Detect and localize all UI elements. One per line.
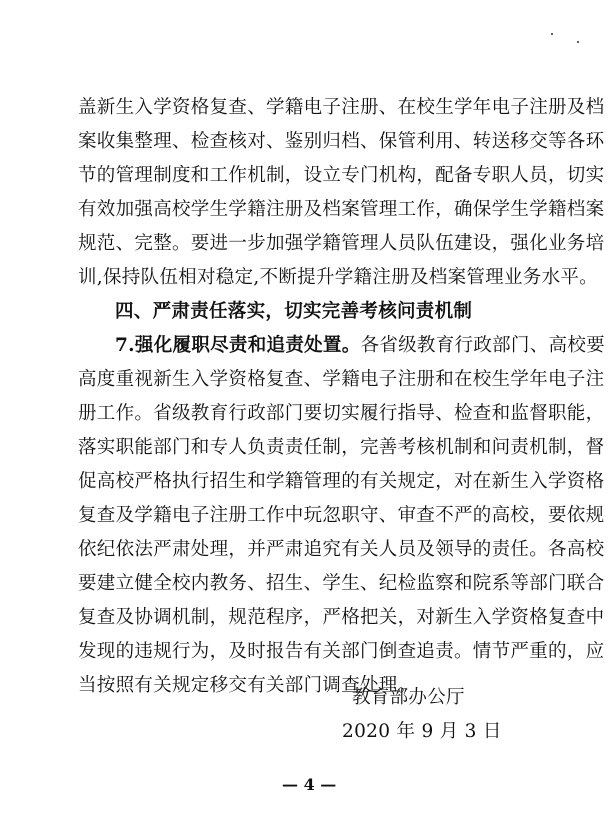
issuer-name: 教育部办公厅 [352, 687, 465, 708]
body-line: 复查及学籍电子注册工作中玩忽职守、审查不严的高校，要依规 [78, 505, 605, 526]
page-number: — 4 — [282, 775, 337, 794]
section-heading: 四、严肃责任落实，切实完善考核问责机制 [115, 301, 473, 322]
item-7-title: 7.强化履职尽责和追责处置。 [115, 335, 361, 356]
body-line: 促高校严格执行招生和学籍管理的有关规定，对在新生入学资格 [78, 471, 605, 492]
body-line: 高度重视新生入学资格复查、学籍电子注册和在校生学年电子注 [78, 369, 605, 390]
body-line: 当按照有关规定移交有关部门调查处理。 [78, 675, 417, 696]
scan-speck [551, 33, 553, 35]
issue-date: 2020 年 9 月 3 日 [342, 721, 502, 742]
body-line: 册工作。省级教育行政部门要切实履行指导、检查和监督职能， [78, 403, 605, 424]
body-line: 盖新生入学资格复查、学籍电子注册、在校生学年电子注册及档 [78, 97, 605, 118]
body-line: 节的管理制度和工作机制，设立专门机构，配备专职人员，切实 [78, 165, 605, 186]
item-7-text: 各省级教育行政部门、高校要 [360, 335, 605, 356]
body-line: 依纪依法严肃处理，并严肃追究有关人员及领导的责任。各高校 [78, 539, 605, 560]
body-line: 规范、完整。要进一步加强学籍管理人员队伍建设，强化业务培 [78, 233, 605, 254]
body-line: 发现的违规行为，及时报告有关部门倒查追责。情节严重的，应 [78, 641, 605, 662]
body-line: 复查及协调机制，规范程序，严格把关，对新生入学资格复查中 [78, 607, 605, 628]
item-7-first-line [115, 334, 605, 358]
body-line: 落实职能部门和专人负责责任制，完善考核机制和问责机制，督 [78, 437, 605, 458]
body-line: 案收集整理、检查核对、鉴别归档、保管利用、转送移交等各环 [78, 131, 605, 152]
body-line: 训,保持队伍相对稳定,不断提升学籍注册及档案管理业务水平。 [78, 267, 598, 288]
body-line: 要建立健全校内教务、招生、学生、纪检监察和院系等部门联合 [78, 573, 605, 594]
scan-speck [577, 41, 579, 43]
body-line: 有效加强高校学生学籍注册及档案管理工作，确保学生学籍档案 [78, 199, 605, 220]
